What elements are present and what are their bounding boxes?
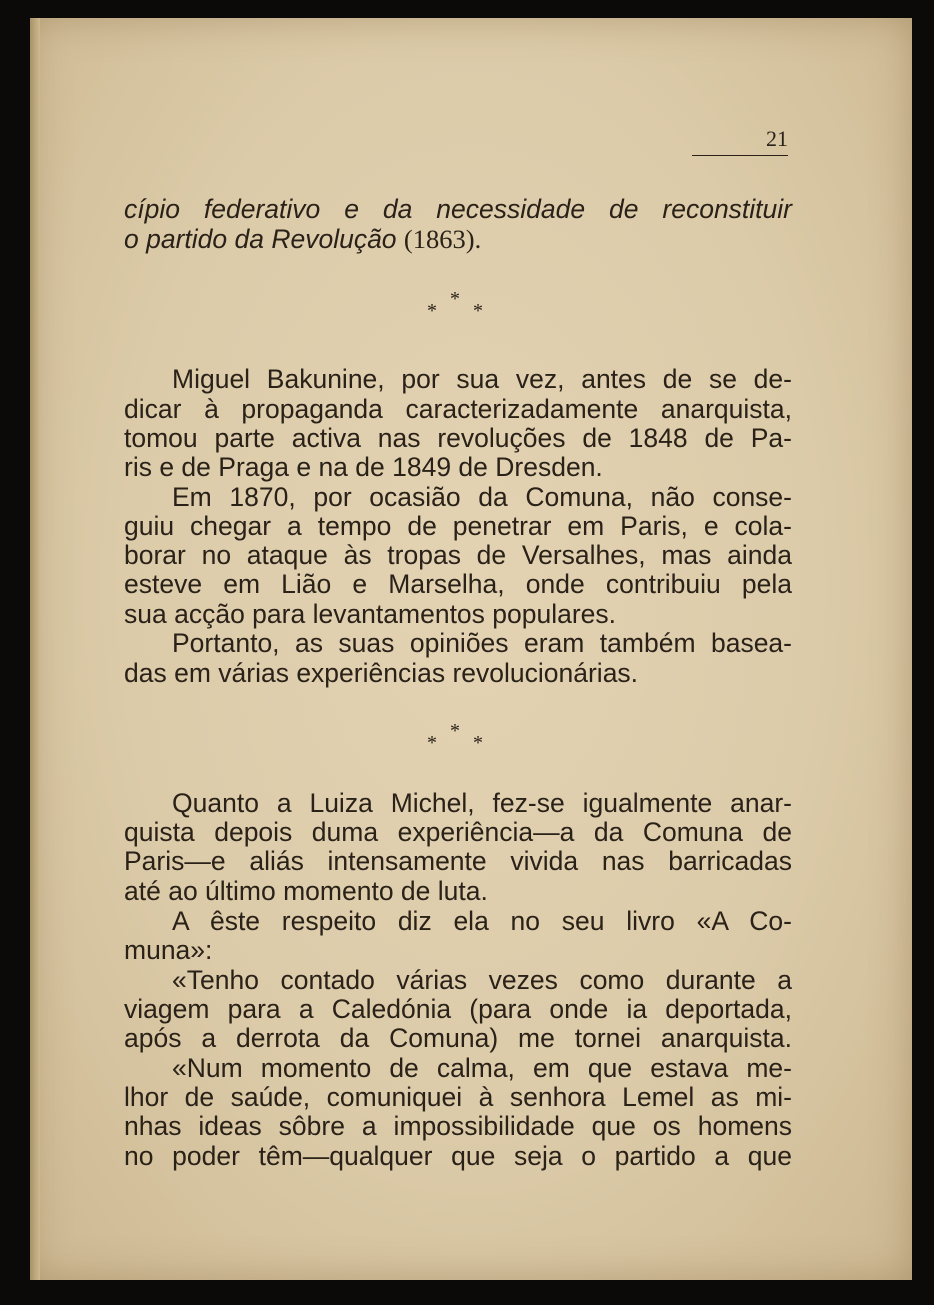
text-line: guiu chegar a tempo de penetrar em Paris, e cola-: [124, 511, 792, 541]
page-spine-shadow: [30, 18, 40, 1280]
text-line: Quanto a Luiza Michel, fez-se igualmente anar-: [172, 788, 792, 818]
text-line-year: (1863).: [403, 224, 482, 254]
text-line: sua acção para levantamentos populares.: [124, 599, 617, 629]
text-line: quista depois duma experiência—a da Comuna de: [124, 817, 792, 847]
text-line: viagem para a Caledónia (para onde ia deportada,: [124, 994, 792, 1024]
text-line: nhas ideas sôbre a impossibilidade que os homens: [124, 1111, 792, 1141]
text-line: borar no ataque às tropas de Versalhes, mas ainda: [124, 540, 792, 570]
text-line: tomou parte activa nas revoluções de 1848 de Pa-: [124, 423, 792, 453]
text-line: das em várias experiências revolucionárias.: [124, 658, 639, 688]
text-line: muna»:: [124, 935, 213, 965]
asterism-star: *: [427, 300, 437, 322]
text-line: Portanto, as suas opiniões eram também basea-: [172, 628, 792, 658]
text-line: dicar à propaganda caracterizadamente anarquista,: [124, 394, 792, 424]
text-line: «Tenho contado várias vezes como durante a: [172, 965, 792, 995]
text-line: Paris—e aliás intensamente vivida nas barricadas: [124, 846, 792, 876]
asterism-star: *: [473, 300, 483, 322]
text-line: [124, 224, 792, 254]
text-line: «Num momento de calma, em que estava me-: [172, 1053, 792, 1083]
text-line-italic: o partido da Revolução: [124, 224, 397, 254]
asterism-separator: [420, 288, 500, 328]
text-line: ris e de Praga e na de 1849 de Dresden.: [124, 452, 603, 482]
text-line: lhor de saúde, comuniquei à senhora Lemel as mi-: [124, 1082, 792, 1112]
text-line: cípio federativo e da necessidade de reconstituir: [124, 194, 792, 224]
asterism-star: *: [450, 720, 460, 742]
asterism-star: *: [427, 732, 437, 754]
asterism-separator: [420, 720, 500, 760]
asterism-star: *: [450, 288, 460, 310]
text-line: esteve em Lião e Marselha, onde contribuiu pela: [124, 569, 792, 599]
text-line: A êste respeito diz ela no seu livro «A Co-: [172, 906, 792, 936]
text-line: Em 1870, por ocasião da Comuna, não conse-: [172, 482, 792, 512]
text-line: Miguel Bakunine, por sua vez, antes de se de-: [172, 364, 792, 394]
text-line: após a derrota da Comuna) me tornei anarquista.: [124, 1023, 792, 1053]
page-number: 21: [692, 126, 788, 156]
text-line: até ao último momento de luta.: [124, 876, 488, 906]
text-line: no poder têm—qualquer que seja o partido a que: [124, 1141, 792, 1171]
asterism-star: *: [473, 732, 483, 754]
